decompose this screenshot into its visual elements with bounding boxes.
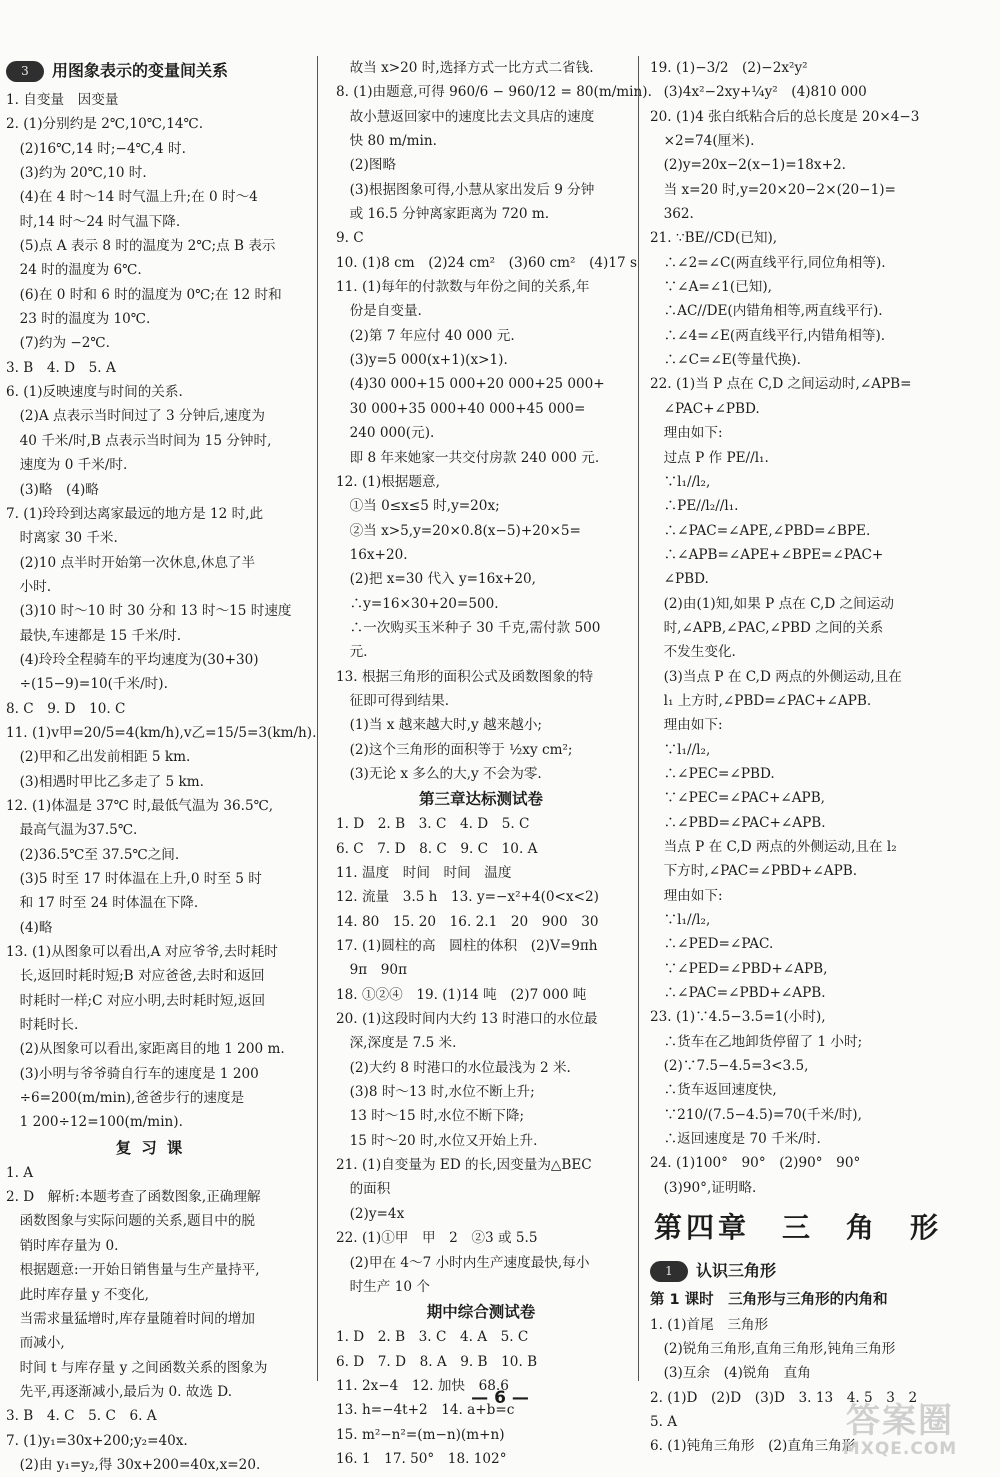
answer-line: 13. 根据三角形的面积公式及函数图象的特 (336, 668, 594, 685)
answer-line: (2)把 x=30 代入 y=16x+20, (336, 571, 536, 588)
answer-line: ∴PE//l₂//l₁. (650, 498, 739, 515)
answer-line: 13. h=−4t+2 14. a+b=c (336, 1402, 515, 1419)
answer-line: 24. (1)100° 90° (2)90° 90° (650, 1155, 861, 1172)
answer-line: (1)当 x 越来越大时,y 越来越小; (336, 717, 542, 734)
answer-line: 20. (1)4 张白纸粘合后的总长度是 20×4−3 (650, 108, 920, 125)
watermark-text: 答案圈 (846, 1401, 954, 1441)
section-number-badge: 1 (650, 1261, 688, 1282)
answer-line: ∵l₁//l₂, (650, 473, 711, 490)
answer-line: (3)约为 20℃,10 时. (6, 165, 147, 182)
watermark-url: MXQE.COM (842, 1439, 958, 1459)
answer-line: 6. C 7. D 8. C 9. C 10. A (336, 840, 538, 857)
answer-line: (3)根据图象可得,小慧从家出发后 9 分钟 (336, 181, 595, 198)
answer-line: 1. 自变量 因变量 (6, 92, 119, 108)
answer-line: (2)从图象可以看出,家距离目的地 1 200 m. (6, 1041, 285, 1058)
answer-line: ∵∠PED=∠PBD+∠APB, (650, 960, 828, 977)
answer-line: ∵∠PEC=∠PAC+∠APB, (650, 790, 825, 807)
answer-line: (4)玲玲全程骑车的平均速度为(30+30) (6, 651, 259, 668)
answer-line: ∵∠A=∠1(已知), (650, 279, 772, 296)
answer-line: 根据题意:一开始日销售量与生产量持平, (6, 1262, 260, 1279)
answer-line: 和 17 时至 24 时体温在下降. (6, 895, 199, 912)
answer-line: ∴∠PAC=∠PBD+∠APB. (650, 985, 826, 1002)
answer-line: 12. 流量 3.5 h 13. y=−x²+4(0<x<2) (336, 889, 599, 906)
answer-line: 元. (336, 644, 368, 661)
answer-line: 9. C (336, 230, 364, 247)
answer-line: 最快,车速都是 15 千米/时. (6, 627, 182, 644)
answer-line: (2)锐角三角形,直角三角形,钝角三角形 (650, 1340, 896, 1357)
answer-line: ∠PBD. (650, 571, 709, 588)
answer-line: 6. D 7. D 8. A 9. B 10. B (336, 1353, 538, 1370)
section-header (650, 1254, 946, 1288)
section-heading: 复习课 (115, 1138, 193, 1157)
answer-line: ∴∠4=∠E(两直线平行,内错角相等). (650, 327, 886, 344)
section-title: 用图象表示的变量间关系 (52, 60, 229, 80)
column-divider (638, 56, 639, 1381)
answer-line: (2)36.5℃至 37.5℃之间. (6, 846, 180, 863)
answer-line: 2. (1)D (2)D (3)D 3. 13 4. 5 3 2 (650, 1389, 918, 1406)
answer-line: ∴一次购买玉米种子 30 千克,需付款 500 (336, 619, 601, 636)
section-heading: 期中综合测试卷 (426, 1303, 536, 1322)
answer-line: 当点 P 在 C,D 两点的外侧运动,且在 l₂ (650, 839, 897, 855)
answer-line: 当需求量猛增时,库存量随着时间的增加 (6, 1310, 256, 1327)
answer-line: ①当 0≤x≤5 时,y=20x; (336, 498, 500, 515)
answer-line: (2)由(1)知,如果 P 点在 C,D 之间运动 (650, 595, 894, 612)
answer-line: 10. (1)8 cm (2)24 cm² (3)60 cm² (4)17 s (336, 254, 637, 271)
lesson-heading: 第 1 课时 三角形与三角形的内角和 (650, 1292, 888, 1309)
answer-line: (5)点 A 表示 8 时的温度为 2℃;点 B 表示 (6, 238, 276, 255)
answer-line: 5. A (650, 1413, 678, 1430)
answer-line: 1. D 2. B 3. C 4. D 5. C (336, 816, 530, 833)
answer-line: 13. (1)从图象可以看出,A 对应爷爷,去时耗时 (6, 944, 278, 961)
answer-line: 7. (1)y₁=30x+200;y₂=40x. (6, 1432, 188, 1449)
answer-line: (3)90°,证明略. (650, 1179, 757, 1196)
answer-line: 6. (1)反映速度与时间的关系. (6, 384, 183, 401)
answer-line: (2)甲在 4～7 小时内生产速度最快,每小 (336, 1254, 590, 1271)
answer-line: 时间 t 与库存量 y 之间函数关系的图象为 (6, 1359, 268, 1376)
answer-line: 16. 1 17. 50° 18. 102° (336, 1450, 507, 1467)
answer-column-middle (336, 56, 652, 1467)
answer-line: (3)互余 (4)锐角 直角 (650, 1365, 811, 1382)
answer-line: 故当 x>20 时,选择方式一比方式二省钱. (336, 60, 594, 76)
answer-line: ∴货车在乙地卸货停留了 1 小时; (650, 1033, 863, 1050)
answer-line: ∠PAC+∠PBD. (650, 400, 760, 417)
answer-line: (2)y=20x−2(x−1)=18x+2. (650, 157, 846, 174)
answer-line: 故小慧返回家中的速度比去文具店的速度 (336, 108, 595, 125)
answer-line: 23. (1)∵4.5−3.5=1(小时), (650, 1009, 826, 1026)
answer-line: (2)10 点半时开始第一次休息,休息了半 (6, 554, 256, 571)
answer-line: 20. (1)这段时间内大约 13 时港口的水位最 (336, 1011, 598, 1028)
answer-line: (3)8 时～13 时,水位不断上升; (336, 1084, 535, 1101)
answer-line: 362. (650, 206, 694, 223)
answer-line: 下方时,∠PAC=∠PBD+∠APB. (650, 863, 858, 880)
answer-line: (2)这个三角形的面积等于 ½xy cm²; (336, 741, 573, 758)
answer-line: 或 16.5 分钟离家距离为 720 m. (336, 206, 550, 223)
answer-line: 份是自变量. (336, 303, 422, 320)
watermark-logo (810, 1402, 990, 1458)
answer-line: 18. ①②④ 19. (1)14 吨 (2)7 000 吨 (336, 986, 587, 1003)
answer-line: 21. (1)自变量为 ED 的长,因变量为△BEC (336, 1157, 592, 1174)
answer-line: ∴∠C=∠E(等量代换). (650, 352, 801, 369)
answer-line: (3)5 时至 17 时体温在上升,0 时至 5 时 (6, 871, 262, 887)
answer-line: 2. D 解析:本题考查了函数图象,正确理解 (6, 1189, 261, 1206)
answer-line: 240 000(元). (336, 425, 435, 442)
answer-line: 15. m²−n²=(m−n)(m+n) (336, 1426, 505, 1443)
answer-line: (4)30 000+15 000+20 000+25 000+ (336, 376, 605, 393)
answer-line: 22. (1)①甲 甲 2 ②3 或 5.5 (336, 1230, 538, 1247)
answer-line: 理由如下: (650, 717, 723, 734)
answer-line: 1. (1)首尾 三角形 (650, 1316, 769, 1333)
answer-line: (6)在 0 时和 6 时的温度为 0℃;在 12 时和 (6, 286, 282, 303)
answer-line: (2)图略 (336, 157, 397, 174)
answer-line: 9π 90π (336, 962, 408, 979)
column-divider (317, 56, 318, 1381)
answer-line: 11. (1)每年的付款数与年份之间的关系,年 (336, 279, 590, 296)
answer-line: 21. ∵BE//CD(已知), (650, 230, 778, 247)
answer-line: (2)16℃,14 时;−4℃,4 时. (6, 140, 186, 157)
answer-line: (3)y=5 000(x+1)(x>1). (336, 352, 508, 369)
answer-line: 1. A (6, 1164, 34, 1181)
answer-line: ∴∠PED=∠PAC. (650, 936, 774, 953)
answer-line: 23 时的温度为 10℃. (6, 311, 151, 328)
answer-line: (2)y=4x (336, 1205, 405, 1222)
answer-line: 时离家 30 千米. (6, 530, 118, 547)
answer-line: 函数图象与实际问题的关系,题目中的脱 (6, 1213, 256, 1230)
answer-line: (2)大约 8 时港口的水位最浅为 2 米. (336, 1059, 571, 1076)
answer-line: 销时库存量为 0. (6, 1237, 119, 1254)
answer-line: 3. B 4. D 5. A (6, 359, 116, 376)
answer-line: ∴AC//DE(内错角相等,两直线平行). (650, 303, 883, 320)
answer-line: 时耗时长. (6, 1017, 79, 1034)
answer-line: 深,深度是 7.5 米. (336, 1035, 457, 1052)
answer-line: (3)相遇时甲比乙多走了 5 km. (6, 773, 204, 790)
answer-line: 8. (1)由题意,可得 960/6 − 960/12 = 80(m/min). (336, 84, 652, 101)
answer-line: ∵210/(7.5−4.5)=70(千米/时), (650, 1106, 862, 1123)
answer-line: ÷(15−9)=10(千米/时). (6, 676, 168, 693)
answer-line: ∴y=16×30+20=500. (336, 595, 499, 612)
answer-line: l₁ 上方时,∠PBD=∠PAC+∠APB. (650, 692, 872, 709)
answer-line: ②当 x>5,y=20×0.8(x−5)+20×5= (336, 522, 581, 539)
answer-line: 时,14 时～24 时气温下降. (6, 213, 181, 230)
answer-line: (2)由 y₁=y₂,得 30x+200=40x,x=20. (6, 1456, 261, 1473)
answer-line: 2. (1)分别约是 2℃,10℃,14℃. (6, 116, 204, 133)
section-number-badge: 3 (6, 61, 44, 82)
answer-line: ∴∠APB=∠APE+∠BPE=∠PAC+ (650, 546, 884, 563)
answer-line: 30 000+35 000+40 000+45 000= (336, 400, 586, 417)
answer-line: 当 x=20 时,y=20×20−2×(20−1)= (650, 181, 896, 198)
answer-line: (3)当点 P 在 C,D 两点的外侧运动,且在 (650, 668, 902, 685)
answer-line: (3)小明与爷爷骑自行车的速度是 1 200 (6, 1065, 259, 1082)
answer-line: 时,∠APB,∠PAC,∠PBD 之间的关系 (650, 619, 884, 636)
answer-line: 即 8 年来她家一共交付房款 240 000 元. (336, 449, 600, 466)
answer-line: 16x+20. (336, 546, 408, 563)
answer-line: (3)略 (4)略 (6, 481, 99, 498)
section-header (6, 54, 302, 88)
answer-line: 征即可得到结果. (336, 692, 450, 709)
answer-line: 的面积 (336, 1181, 391, 1198)
answer-line: (3)4x²−2xy+¼y² (4)810 000 (650, 84, 867, 101)
answer-line: 12. (1)根据题意, (336, 473, 440, 490)
section-heading: 第三章达标测试卷 (418, 790, 543, 809)
answer-line: 1. D 2. B 3. C 4. A 5. C (336, 1329, 529, 1346)
answer-line: 12. (1)体温是 37℃ 时,最低气温为 36.5℃, (6, 797, 274, 814)
answer-line: (4)在 4 时～14 时气温上升;在 0 时～4 (6, 189, 258, 206)
answer-line: 时生产 10 个 (336, 1278, 430, 1295)
answer-line: 11. (1)v甲=20/5=4(km/h),v乙=15/5=3(km/h). (6, 724, 317, 741)
answer-line: 先平,再逐渐减小,最后为 0. 故选 D. (6, 1383, 233, 1400)
answer-line: ∵l₁//l₂, (650, 912, 711, 929)
answer-line: 此时库存量 y 不变化, (6, 1286, 149, 1303)
answer-line: 理由如下: (650, 425, 723, 442)
answer-line: (2)A 点表示当时间过了 3 分钟后,速度为 (6, 408, 265, 425)
answer-line: ∴∠PEC=∠PBD. (650, 765, 775, 782)
answer-line: 22. (1)当 P 点在 C,D 之间运动时,∠APB= (650, 376, 912, 393)
answer-line: 7. (1)玲玲到达离家最远的地方是 12 时,此 (6, 505, 264, 522)
answer-line: (7)约为 −2℃. (6, 335, 110, 352)
answer-line: 过点 P 作 PE//l₁. (650, 449, 769, 466)
answer-line: 最高气温为37.5℃. (6, 822, 138, 839)
answer-line: 40 千米/时,B 点表示当时间为 15 分钟时, (6, 432, 272, 449)
answer-line: ∴返回速度是 70 千米/时. (650, 1131, 821, 1148)
answer-line: 理由如下: (650, 887, 723, 904)
answer-line: 速度为 0 千米/时. (6, 457, 128, 474)
answer-line: 而减小, (6, 1335, 65, 1352)
answer-line: ∴货车返回速度快, (650, 1082, 777, 1099)
chapter-title: 第四章 三 角 形 (653, 1211, 942, 1245)
answer-line: 15 时～20 时,水位又开始上升. (336, 1132, 538, 1149)
answer-line: ∵l₁//l₂, (650, 741, 711, 758)
answer-line: ∴∠2=∠C(两直线平行,同位角相等). (650, 254, 886, 271)
answer-line: (3)10 时～10 时 30 分和 13 时～15 时速度 (6, 603, 292, 620)
page-number: — 6 — (471, 1388, 529, 1408)
answer-line: 14. 80 15. 20 16. 2.1 20 900 30 (336, 913, 599, 930)
answer-line: 11. 2x−4 12. 加快 68.6 (336, 1377, 509, 1394)
answer-line: 11. 温度 时间 时间 温度 (336, 865, 512, 881)
section-title: 认识三角形 (696, 1260, 777, 1280)
answer-line: ÷6=200(m/min),爸爸步行的速度是 (6, 1090, 245, 1107)
answer-line: 8. C 9. D 10. C (6, 700, 126, 717)
answer-line: 时耗时一样;C 对应小明,去时耗时短,返回 (6, 992, 266, 1009)
answer-line: (2)第 7 年应付 40 000 元. (336, 327, 515, 344)
answer-line: 快 80 m/min. (336, 133, 437, 150)
answer-line: (2)甲和乙出发前相距 5 km. (6, 749, 191, 766)
answer-line: 1 200÷12=100(m/min). (6, 1114, 183, 1131)
answer-line: 小时. (6, 578, 52, 595)
answer-line: (2)∵7.5−4.5=3<3.5, (650, 1058, 809, 1075)
answer-line: 6. (1)钝角三角形 (2)直角三角形 (650, 1438, 856, 1455)
answer-line: (4)略 (6, 919, 53, 936)
answer-line: 24 时的温度为 6℃. (6, 262, 142, 279)
answer-line: 长,返回时耗时短;B 对应爸爸,去时和返回 (6, 968, 265, 985)
answer-line: 19. (1)−3/2 (2)−2x²y² (650, 60, 808, 76)
answer-column-left (6, 56, 317, 1473)
answer-line: ×2=74(厘米). (650, 133, 755, 150)
answer-line: 3. B 4. C 5. C 6. A (6, 1408, 157, 1425)
answer-line: ∴∠PAC=∠APE,∠PBD=∠BPE. (650, 522, 871, 539)
answer-line: ∴∠PBD=∠PAC+∠APB. (650, 814, 826, 831)
answer-line: 13 时～15 时,水位不断下降; (336, 1108, 525, 1125)
answer-line: 不发生变化. (650, 644, 736, 661)
answer-line: (3)无论 x 多么的大,y 不会为零. (336, 765, 542, 782)
answer-line: 17. (1)圆柱的高 圆柱的体积 (2)V=9πh (336, 938, 598, 955)
